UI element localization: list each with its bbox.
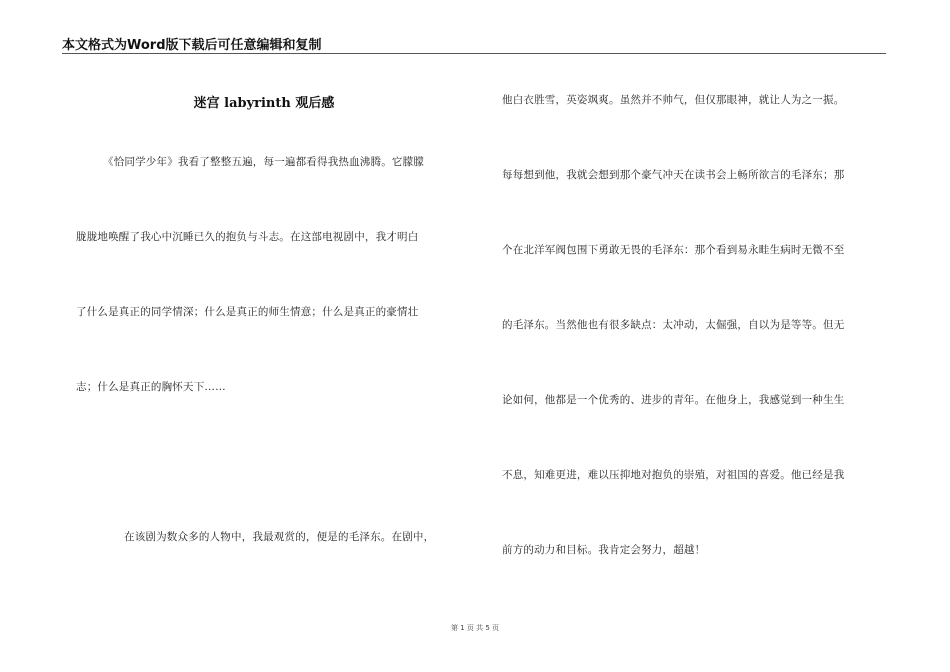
paragraph-line: 在该剧为数众多的人物中，我最观赏的，便是的毛泽东。在剧中， bbox=[124, 531, 435, 543]
header-title: 本文格式为Word版下载后可任意编辑和复制 bbox=[62, 38, 322, 53]
paragraph-line: 个在北洋军阀包围下勇敢无畏的毛泽东：那个看到易永畦生病时无微不至 bbox=[502, 244, 845, 256]
paragraph-line: 每每想到他，我就会想到那个豪气冲天在读书会上畅所欲言的毛泽东；那 bbox=[502, 169, 845, 181]
page-number: 第 1 页 共 5 页 bbox=[450, 624, 500, 632]
paragraph-line: 他白衣胜雪，英姿飒爽。虽然并不帅气，但仅那眼神，就让人为之一振。 bbox=[502, 94, 845, 106]
paragraph-line: 《恰同学少年》我看了整整五遍，每一遍都看得我热血沸腾。它朦朦 bbox=[103, 156, 424, 168]
paragraph-line: 的毛泽东。当然他也有很多缺点：太冲动，太倔强，自以为是等等。但无 bbox=[502, 319, 845, 331]
paragraph-line: 不息，知难更进，难以压抑地对抱负的崇殖，对祖国的喜爱。他已经是我 bbox=[502, 469, 845, 481]
paragraph-line: 论如何，他都是一个优秀的、进步的青年。在他身上，我感觉到一种生生 bbox=[502, 394, 845, 406]
paragraph-line: 了什么是真正的同学情深；什么是真正的师生情意；什么是真正的豪情壮 bbox=[76, 306, 419, 318]
page-header bbox=[62, 34, 886, 54]
paragraph-line: 前方的动力和目标。我肯定会努力，超越！ bbox=[502, 544, 706, 556]
paragraph-line: 胧胧地唤醒了我心中沉睡已久的抱负与斗志。在这部电视剧中，我才明白 bbox=[76, 231, 419, 243]
paragraph-line: 志；什么是真正的胸怀天下…… bbox=[76, 381, 226, 393]
document-title: 迷宫 labyrinth 观后感 bbox=[193, 96, 335, 111]
